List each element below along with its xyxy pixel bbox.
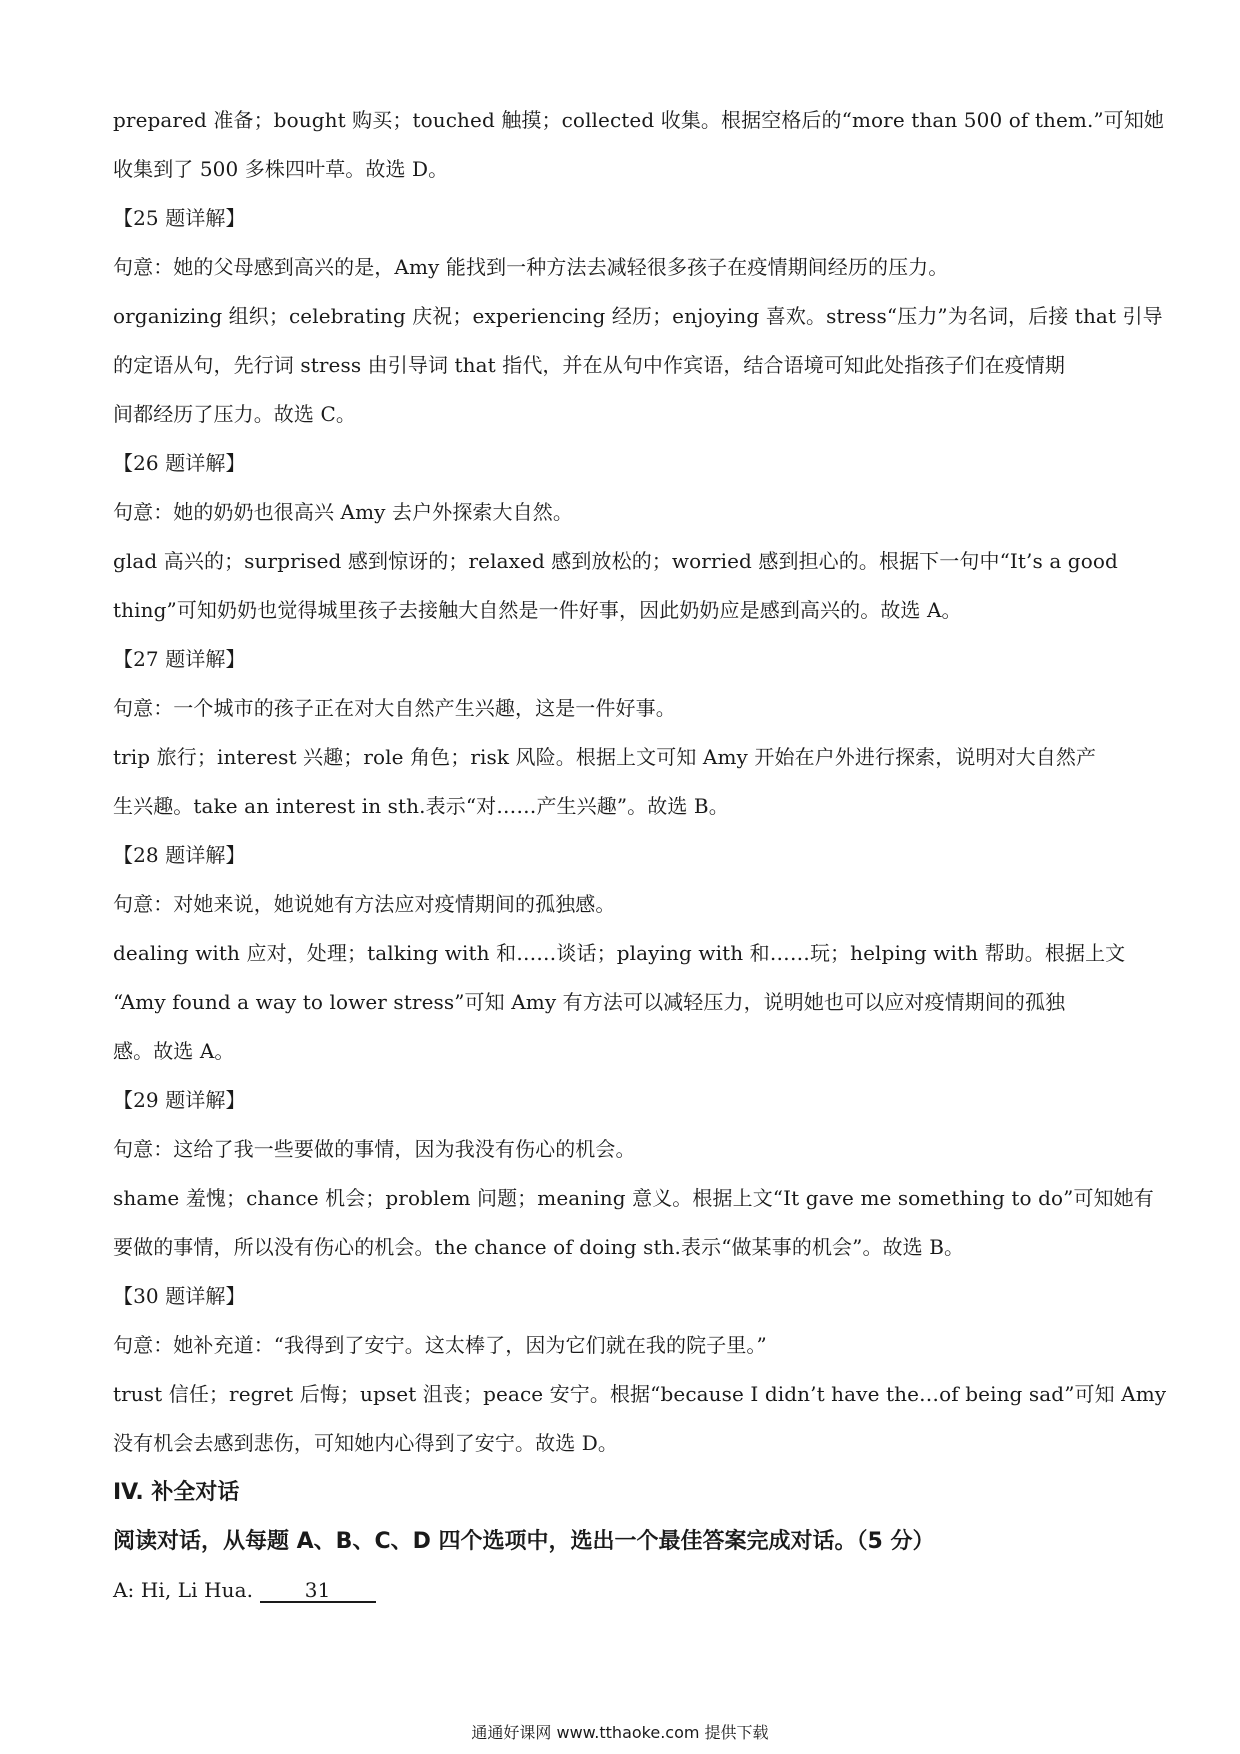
text-line: 句意：她补充道：“我得到了安宁。这太棒了，因为它们就在我的院子里。”: [113, 1333, 767, 1357]
text-line: 没有机会去感到悲伤，可知她内心得到了安宁。故选 D。: [113, 1431, 618, 1455]
text-line: shame 羞愧；chance 机会；problem 问题；meaning 意义。根据上文“It gave me something to do”可知她有: [113, 1186, 1154, 1210]
answer-blank: 31: [260, 1579, 376, 1603]
text-line: 句意：对她来说，她说她有方法应对疫情期间的孤独感。: [113, 892, 616, 916]
text-line: trip 旅行；interest 兴趣；role 角色；risk 风险。根据上文可知 Amy 开始在户外进行探索，说明对大自然产: [113, 745, 1097, 769]
question-heading: 【26 题详解】: [113, 451, 246, 475]
text-line: 的定语从句，先行词 stress 由引导词 that 指代，并在从句中作宾语，结合语境可知此处指孩子们在疫情期: [113, 353, 1066, 377]
text-line: 句意：一个城市的孩子正在对大自然产生兴趣，这是一件好事。: [113, 696, 676, 720]
text-line: organizing 组织；celebrating 庆祝；experiencing 经历；enjoying 喜欢。stress“压力”为名词，后接 that 引导: [113, 304, 1163, 328]
section-instruction: 阅读对话，从每题 A、B、C、D 四个选项中，选出一个最佳答案完成对话。（5 分）: [113, 1529, 935, 1554]
text-line: 要做的事情，所以没有伤心的机会。the chance of doing sth.表示“做某事的机会”。故选 B。: [113, 1235, 965, 1259]
text-line: prepared 准备；bought 购买；touched 触摸；collected 收集。根据空格后的“more than 500 of them.”可知她: [113, 108, 1165, 132]
dialogue-line: [113, 1566, 1133, 1615]
text-line: dealing with 应对，处理；talking with 和……谈话；playing with 和……玩；helping with 帮助。根据上文: [113, 941, 1126, 965]
text-line: trust 信任；regret 后悔；upset 沮丧；peace 安宁。根据“because I didn’t have the…of being sad”可知 Amy: [113, 1382, 1167, 1406]
question-heading: 【27 题详解】: [113, 647, 246, 671]
text-line: glad 高兴的；surprised 感到惊讶的；relaxed 感到放松的；worried 感到担心的。根据下一句中“It’s a good: [113, 549, 1118, 573]
question-heading: 【30 题详解】: [113, 1284, 246, 1308]
dialogue-speaker-text: A: Hi, Li Hua.: [113, 1578, 254, 1602]
page-footer: 通通好课网 www.tthaoke.com 提供下载: [471, 1723, 769, 1742]
section-title: IV. 补全对话: [113, 1480, 240, 1505]
text-line: 间都经历了压力。故选 C。: [113, 402, 356, 426]
text-line: 收集到了 500 多株四叶草。故选 D。: [113, 157, 449, 181]
question-heading: 【25 题详解】: [113, 206, 246, 230]
text-line: 感。故选 A。: [113, 1039, 235, 1063]
text-line: thing”可知奶奶也觉得城里孩子去接触大自然是一件好事，因此奶奶应是感到高兴的。故选 A。: [113, 598, 962, 622]
text-line: 句意：她的奶奶也很高兴 Amy 去户外探索大自然。: [113, 500, 573, 524]
text-line: 生兴趣。take an interest in sth.表示“对……产生兴趣”。故选 B。: [113, 794, 729, 818]
question-heading: 【28 题详解】: [113, 843, 246, 867]
document-body: [113, 96, 1167, 1615]
text-line: 句意：这给了我一些要做的事情，因为我没有伤心的机会。: [113, 1137, 636, 1161]
question-heading: 【29 题详解】: [113, 1088, 246, 1112]
text-line: “Amy found a way to lower stress”可知 Amy 有方法可以减轻压力，说明她也可以应对疫情期间的孤独: [113, 990, 1066, 1014]
text-line: 句意：她的父母感到高兴的是，Amy 能找到一种方法去减轻很多孩子在疫情期间经历的压力。: [113, 255, 949, 279]
